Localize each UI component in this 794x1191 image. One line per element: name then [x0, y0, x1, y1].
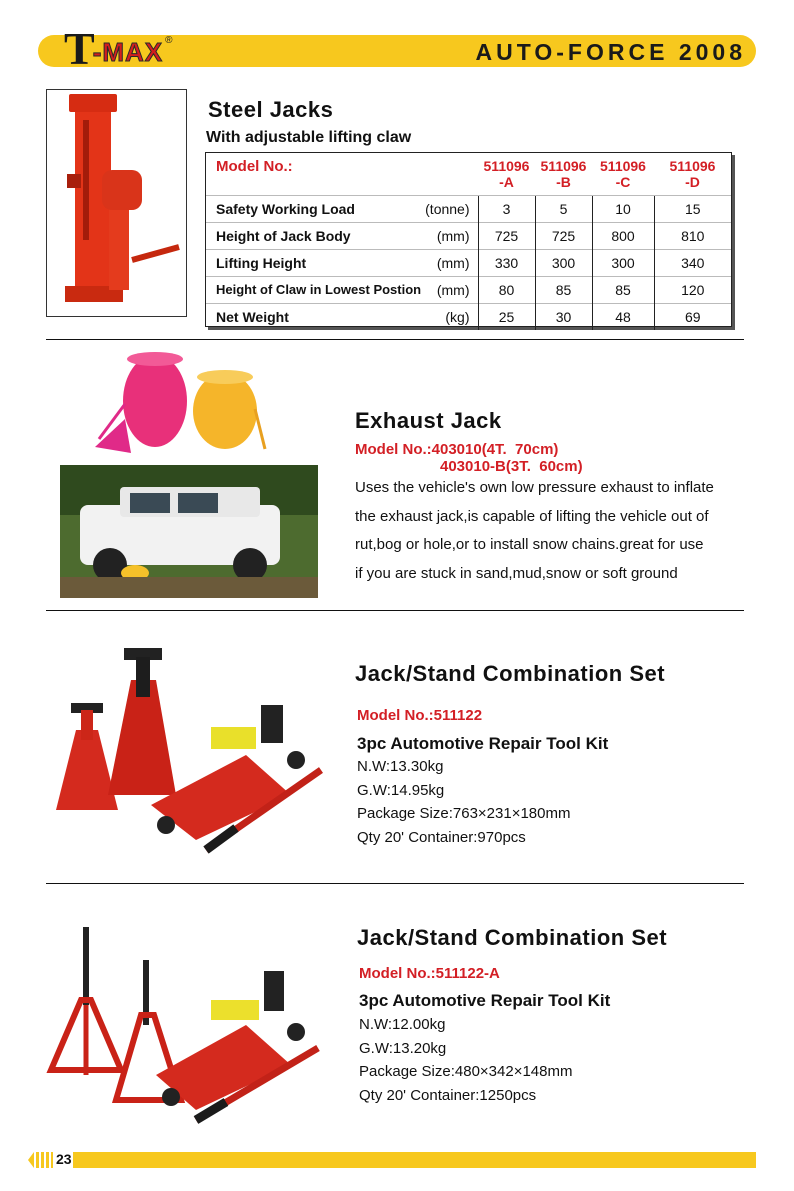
logo-max: -MAX [92, 37, 164, 67]
combo-set-2-specs [359, 1013, 572, 1107]
combo-set-2-model: Model No.:511122-A [359, 965, 500, 982]
table-cell: 85 [592, 276, 654, 303]
table-cell: 15 [654, 195, 731, 222]
table-cell: 3 [478, 195, 535, 222]
model-header-d: 511096 -D [669, 157, 716, 190]
brand-logo [64, 23, 173, 74]
exhaust-jack-model-line1: Model No.:403010(4T. 70cm) [355, 441, 559, 458]
spec-line: N.W:13.30kg [357, 758, 444, 775]
description-line: the exhaust jack,is capable of lifting the vehicle out of [355, 507, 709, 525]
table-cell: 725 [535, 222, 592, 249]
logo-registered-mark: ® [165, 35, 173, 46]
exhaust-jack-vehicle-photo [60, 465, 318, 598]
combo-set-1-specs [357, 755, 570, 849]
combo-set-2-kit-name: 3pc Automotive Repair Tool Kit [359, 991, 611, 1010]
spec-line: N.W:12.00kg [359, 1016, 446, 1033]
table-row [206, 303, 731, 330]
combo-set-2-image [46, 915, 326, 1130]
description-line: rut,bog or hole,or to install snow chains.great for use [355, 536, 704, 553]
table-row [206, 249, 731, 276]
exhaust-jack-title: Exhaust Jack [355, 408, 502, 433]
spec-line: Package Size:763×231×180mm [357, 805, 571, 822]
combo-set-2-title: Jack/Stand Combination Set [357, 925, 668, 950]
spec-line: Package Size:480×342×148mm [359, 1063, 573, 1080]
logo-t: T [64, 23, 95, 74]
spec-line: G.W:14.95kg [357, 781, 445, 799]
row-label: Safety Working Load [216, 200, 355, 217]
page-number: 23 [56, 1151, 72, 1167]
combo-set-1-title: Jack/Stand Combination Set [355, 661, 666, 686]
steel-jacks-subtitle: With adjustable lifting claw [206, 129, 412, 146]
row-unit: (mm) [436, 254, 470, 271]
table-cell: 80 [478, 276, 535, 303]
table-row [206, 195, 731, 222]
table-cell: 300 [592, 249, 654, 276]
catalog-title: AUTO-FORCE 2008 [475, 39, 746, 65]
table-cell: 85 [535, 276, 592, 303]
combo-set-1-kit-name: 3pc Automotive Repair Tool Kit [357, 734, 609, 753]
description-line: Uses the vehicle's own low pressure exhaust to inflate [355, 479, 714, 496]
row-label: Height of Claw in Lowest Postion [216, 281, 422, 297]
table-cell: 5 [535, 195, 592, 222]
row-unit: (tonne) [425, 200, 470, 217]
steel-jack-image [46, 89, 187, 317]
exhaust-jack-bags-image [95, 349, 275, 459]
table-cell: 725 [478, 222, 535, 249]
table-cell: 30 [535, 303, 592, 330]
row-unit: (mm) [436, 227, 470, 244]
spec-line: Qty 20' Container:1250pcs [359, 1086, 537, 1104]
section-divider [46, 339, 744, 340]
table-cell: 810 [654, 222, 731, 249]
table-cell: 48 [592, 303, 654, 330]
table-cell: 10 [592, 195, 654, 222]
row-unit: (mm) [436, 281, 470, 298]
steel-jacks-title: Steel Jacks [208, 97, 334, 122]
exhaust-jack-model-line2: 403010-B(3T. 60cm) [440, 458, 583, 475]
model-header-a: 511096 -A [483, 157, 530, 190]
steel-jack-spec-table [205, 152, 732, 327]
table-cell: 25 [478, 303, 535, 330]
section-divider [46, 883, 744, 884]
table-cell: 120 [654, 276, 731, 303]
combo-set-1-model: Model No.:511122 [357, 707, 483, 724]
model-no-header: Model No.: [216, 158, 293, 175]
spec-line: Qty 20' Container:970pcs [357, 828, 526, 846]
footer-bar [28, 1152, 756, 1168]
table-cell: 800 [592, 222, 654, 249]
table-cell: 340 [654, 249, 731, 276]
section-divider [46, 610, 744, 611]
description-line: if you are stuck in sand,mud,snow or soft ground [355, 564, 678, 582]
table-cell: 300 [535, 249, 592, 276]
table-cell: 69 [654, 303, 731, 330]
spec-table [206, 153, 731, 330]
row-unit: (kg) [445, 308, 470, 325]
page-stripes-icon [28, 1151, 54, 1169]
table-row [206, 222, 731, 249]
model-header-c: 511096 -C [600, 157, 646, 190]
spec-line: G.W:13.20kg [359, 1039, 447, 1057]
table-row [206, 276, 731, 303]
row-label: Lifting Height [216, 254, 307, 271]
exhaust-jack-description [355, 474, 714, 588]
combo-set-1-image [46, 645, 326, 860]
table-cell: 330 [478, 249, 535, 276]
row-label: Height of Jack Body [216, 227, 351, 244]
model-header-b: 511096 -B [540, 157, 587, 190]
row-label: Net Weight [216, 308, 289, 325]
